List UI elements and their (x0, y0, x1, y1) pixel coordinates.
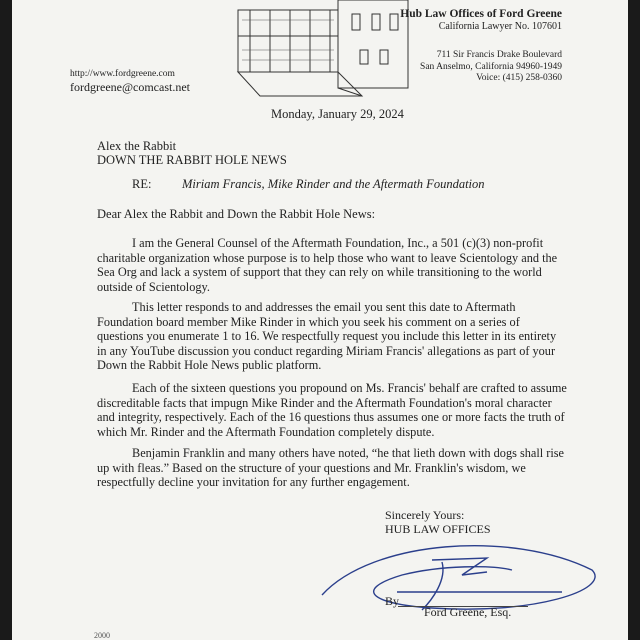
by-label: By (385, 594, 400, 608)
paragraph: Benjamin Franklin and many others have noted, “he that lieth down with dogs shall rise up with fleas.” Based on the structure of your questions and Mr. Franklin's wisdom, we respectfully decline your invitation for any further engagement. (97, 446, 565, 489)
salutation: Dear Alex the Rabbit and Down the Rabbit Hole News: (97, 207, 376, 221)
firm-address (420, 50, 562, 85)
paragraph: I am the General Counsel of the Aftermath Foundation, Inc., a 501 (c)(3) non-profit charitable organization whose purpose is to help those who want to leave Scientology and the Sea Org and lack a system of support that they can rely on while transitioning to the world outside of Scientology. (97, 236, 558, 294)
firm-name: Hub Law Offices of Ford Greene (400, 8, 562, 20)
address-line-2: San Anselmo, California 94960-1949 (420, 61, 562, 72)
recipient-block (97, 139, 287, 167)
signer-name: Ford Greene, Esq. (424, 605, 512, 619)
paragraph: This letter responds to and addresses the email you sent this date to Aftermath Foundation board member Mike Rinder in which you seek his comment on a series of questions you enumerate 1 to 16. We respectfully request you include this letter in its entirety in any YouTube discussion you conduct regarding Miriam Francis' allegations as part of your Down the Rabbit Hole News public platform. (97, 300, 557, 372)
firm-license: California Lawyer No. 107601 (438, 21, 562, 32)
voice-phone: Voice: (415) 258-0360 (476, 73, 562, 83)
firm-block (400, 8, 562, 33)
email-link[interactable]: fordgreene@comcast.net (70, 80, 190, 94)
re-label: RE: (132, 177, 152, 191)
website-link[interactable]: http://www.fordgreene.com (70, 69, 175, 79)
recipient-name: Alex the Rabbit (97, 139, 177, 153)
footer-code: 2000 (94, 631, 110, 640)
office-name: HUB LAW OFFICES (385, 522, 491, 536)
re-subject: Miriam Francis, Mike Rinder and the Aftermath Foundation (182, 177, 485, 191)
building-logo (230, 0, 424, 108)
recipient-org: DOWN THE RABBIT HOLE NEWS (97, 153, 287, 167)
closing: Sincerely Yours: (385, 508, 465, 522)
address-line-1: 711 Sir Francis Drake Boulevard (436, 50, 562, 60)
letter-date: Monday, January 29, 2024 (271, 107, 404, 121)
letter-page (12, 0, 628, 640)
paragraph: Each of the sixteen questions you propound on Ms. Francis' behalf are crafted to assume discreditable facts that impugn Mike Rinder and the Aftermath Foundation's moral character and integrity, respectively. Each of the 16 questions thus assumes one or more facts the truth of which Mr. Rinder and the Aftermath Foundation completely dispute. (97, 381, 567, 439)
